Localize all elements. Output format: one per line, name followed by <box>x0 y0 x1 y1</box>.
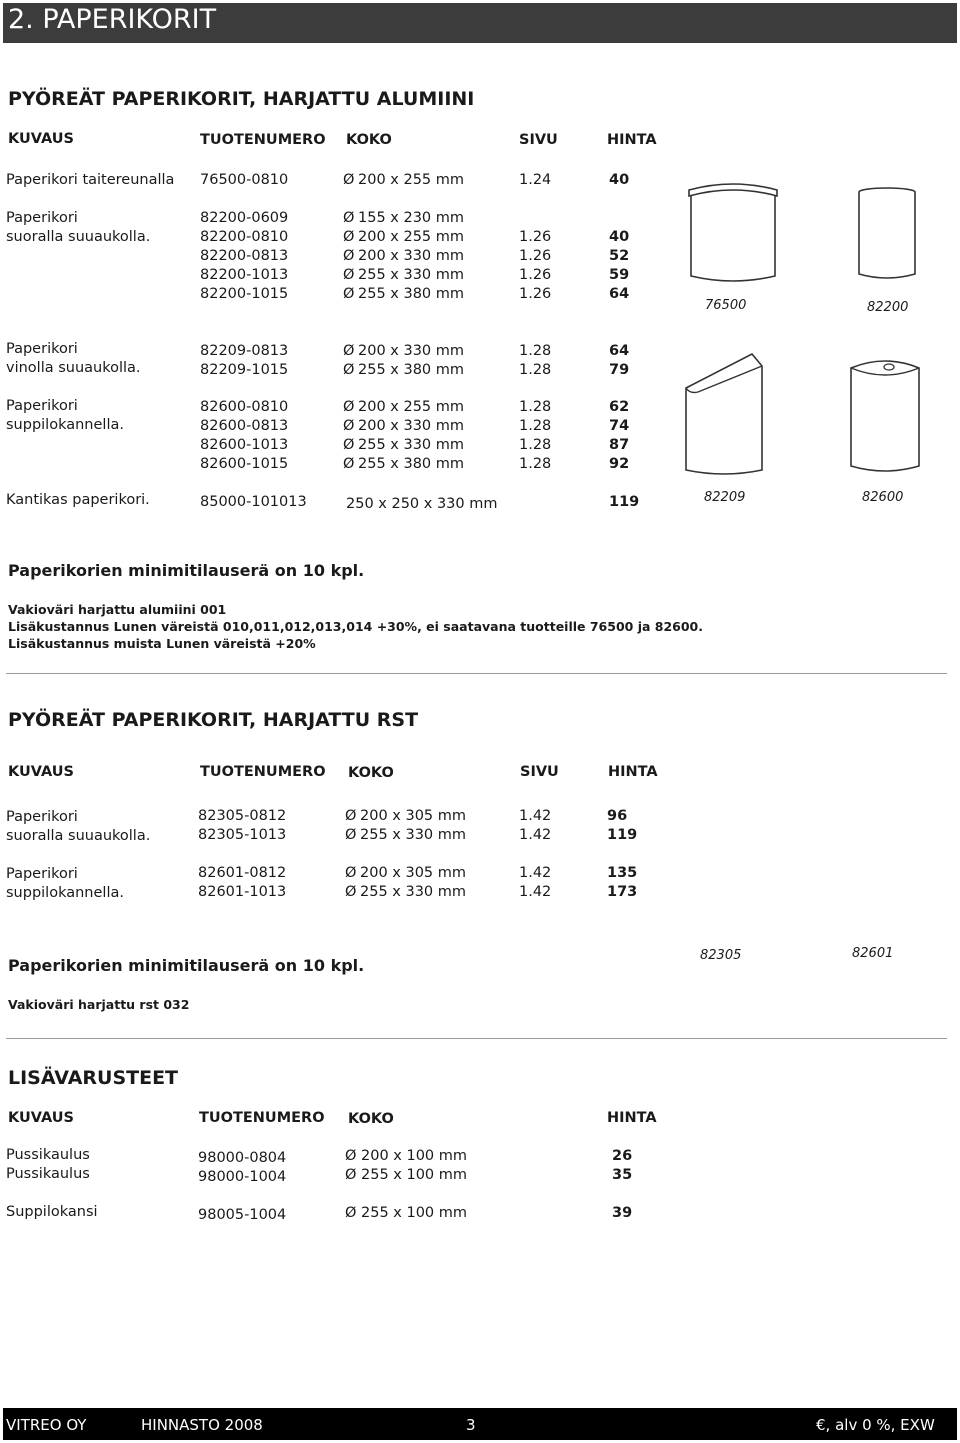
product-size: 200 x 100 mm <box>361 1148 468 1164</box>
basket-82209-image <box>682 350 766 480</box>
product-size: 255 x 330 mm <box>358 437 465 453</box>
product-price: 92 <box>609 456 630 472</box>
desc: Pussikaulus <box>6 1166 90 1182</box>
product-code: 82601-0812 <box>198 865 287 881</box>
product-price: 35 <box>612 1167 633 1183</box>
product-size: 255 x 380 mm <box>358 362 465 378</box>
catalog-page: 1.28 <box>519 343 552 359</box>
product-price: 79 <box>609 362 630 378</box>
diameter-symbol: Ø <box>343 267 355 283</box>
product-price: 64 <box>609 286 630 302</box>
col-sivu: SIVU <box>519 132 558 148</box>
desc: Pussikaulus <box>6 1147 90 1163</box>
desc: Paperikori <box>6 866 78 882</box>
col-koko: KOKO <box>348 1111 394 1127</box>
catalog-page: 1.26 <box>519 286 552 302</box>
product-price: 119 <box>607 827 638 843</box>
page-title: 2. PAPERIKORIT <box>8 4 217 35</box>
product-code: 82600-1015 <box>200 456 289 472</box>
product-price: 96 <box>607 808 628 824</box>
product-size: 255 x 100 mm <box>361 1205 468 1221</box>
diameter-symbol: Ø <box>343 210 355 226</box>
catalog-page: 1.24 <box>519 172 552 188</box>
section1-title: PYÖREÄT PAPERIKORIT, HARJATTU ALUMIINI <box>8 88 475 110</box>
product-code: 98005-1004 <box>198 1207 287 1223</box>
desc: Kantikas paperikori. <box>6 492 150 508</box>
catalog-page: 1.28 <box>519 456 552 472</box>
product-price: 40 <box>609 172 630 188</box>
desc: Paperikori taitereunalla <box>6 172 175 188</box>
product-code: 82600-0813 <box>200 418 289 434</box>
color-note: Lisäkustannus Lunen väreistä 010,011,012,013,014 +30%, ei saatavana tuotteille 76500 ja 82600. <box>8 619 704 634</box>
diameter-symbol: Ø <box>343 399 355 415</box>
product-code: 82600-0810 <box>200 399 289 415</box>
product-size: 200 x 330 mm <box>358 418 465 434</box>
product-size: 255 x 380 mm <box>358 456 465 472</box>
product-size: 200 x 255 mm <box>358 172 465 188</box>
product-code: 82200-1015 <box>200 286 289 302</box>
product-code: 82200-1013 <box>200 267 289 283</box>
desc: Paperikori <box>6 809 78 825</box>
image-label: 82601 <box>852 946 894 961</box>
col-koko: KOKO <box>346 132 392 148</box>
product-size: 200 x 255 mm <box>358 229 465 245</box>
color-note: Vakioväri harjattu rst 032 <box>8 997 190 1012</box>
diameter-symbol: Ø <box>343 418 355 434</box>
desc: Paperikori <box>6 210 78 226</box>
col-koko: KOKO <box>348 765 394 781</box>
catalog-page: 1.42 <box>519 827 552 843</box>
product-code: 98000-1004 <box>198 1169 287 1185</box>
product-size: 255 x 330 mm <box>358 267 465 283</box>
catalog-page: 1.26 <box>519 229 552 245</box>
product-price: 87 <box>609 437 630 453</box>
col-kuvaus: KUVAUS <box>8 764 74 780</box>
product-size: 200 x 305 mm <box>360 808 467 824</box>
diameter-symbol: Ø <box>343 343 355 359</box>
product-size: 255 x 330 mm <box>360 884 467 900</box>
product-code: 82601-1013 <box>198 884 287 900</box>
footer-catalog: HINNASTO 2008 <box>141 1416 263 1434</box>
catalog-page: 1.28 <box>519 418 552 434</box>
image-label: 82200 <box>867 300 909 315</box>
catalog-page: 1.42 <box>519 808 552 824</box>
catalog-page: 1.42 <box>519 865 552 881</box>
product-price: 62 <box>609 399 630 415</box>
product-code: 82200-0813 <box>200 248 289 264</box>
catalog-page: 1.28 <box>519 362 552 378</box>
product-size: 250 x 250 x 330 mm <box>346 496 498 512</box>
diameter-symbol: Ø <box>343 172 355 188</box>
image-label: 82209 <box>704 490 746 505</box>
col-kuvaus: KUVAUS <box>8 131 74 147</box>
product-price: 135 <box>607 865 638 881</box>
diameter-symbol: Ø <box>345 865 357 881</box>
product-code: 82600-1013 <box>200 437 289 453</box>
product-code: 82305-1013 <box>198 827 287 843</box>
col-hinta: HINTA <box>607 1110 657 1126</box>
col-hinta: HINTA <box>608 764 658 780</box>
basket-76500-image <box>683 178 783 288</box>
divider <box>6 673 947 674</box>
catalog-page: 1.28 <box>519 437 552 453</box>
product-size: 200 x 255 mm <box>358 399 465 415</box>
product-code: 82200-0609 <box>200 210 289 226</box>
product-size: 200 x 330 mm <box>358 248 465 264</box>
product-code: 82305-0812 <box>198 808 287 824</box>
diameter-symbol: Ø <box>345 1167 357 1183</box>
col-kuvaus: KUVAUS <box>8 1110 74 1126</box>
product-code: 76500-0810 <box>200 172 289 188</box>
diameter-symbol: Ø <box>345 1205 357 1221</box>
footer-page-number: 3 <box>466 1416 476 1434</box>
diameter-symbol: Ø <box>343 248 355 264</box>
col-tuotenumero: TUOTENUMERO <box>200 764 326 780</box>
col-hinta: HINTA <box>607 132 657 148</box>
catalog-page: 1.42 <box>519 884 552 900</box>
product-price: 173 <box>607 884 638 900</box>
diameter-symbol: Ø <box>343 437 355 453</box>
diameter-symbol: Ø <box>343 229 355 245</box>
diameter-symbol: Ø <box>345 1148 357 1164</box>
col-tuotenumero: TUOTENUMERO <box>200 132 326 148</box>
product-price: 64 <box>609 343 630 359</box>
product-price: 74 <box>609 418 630 434</box>
product-price: 59 <box>609 267 630 283</box>
basket-82600-image <box>845 352 925 478</box>
catalog-page: 1.26 <box>519 267 552 283</box>
desc: suppilokannella. <box>6 417 124 433</box>
product-price: 39 <box>612 1205 633 1221</box>
product-code: 85000-101013 <box>200 494 307 510</box>
footer-currency: €, alv 0 %, EXW <box>816 1416 935 1434</box>
divider <box>6 1038 947 1039</box>
basket-82200-image <box>856 184 918 284</box>
product-size: 200 x 330 mm <box>358 343 465 359</box>
col-tuotenumero: TUOTENUMERO <box>199 1110 325 1126</box>
product-code: 98000-0804 <box>198 1150 287 1166</box>
diameter-symbol: Ø <box>345 884 357 900</box>
product-size: 255 x 100 mm <box>361 1167 468 1183</box>
diameter-symbol: Ø <box>345 827 357 843</box>
color-note: Vakioväri harjattu alumiini 001 <box>8 602 227 617</box>
product-size: 155 x 230 mm <box>358 210 465 226</box>
desc: vinolla suuaukolla. <box>6 360 141 376</box>
desc: suoralla suuaukolla. <box>6 229 151 245</box>
col-sivu: SIVU <box>520 764 559 780</box>
product-price: 26 <box>612 1148 633 1164</box>
desc: suoralla suuaukolla. <box>6 828 151 844</box>
product-code: 82200-0810 <box>200 229 289 245</box>
product-code: 82209-1015 <box>200 362 289 378</box>
product-price: 40 <box>609 229 630 245</box>
diameter-symbol: Ø <box>343 286 355 302</box>
color-note: Lisäkustannus muista Lunen väreistä +20% <box>8 636 316 651</box>
image-label: 82600 <box>862 490 904 505</box>
desc: Suppilokansi <box>6 1204 98 1220</box>
image-label: 82305 <box>700 948 742 963</box>
section3-title: LISÄVARUSTEET <box>8 1067 179 1089</box>
product-price: 119 <box>609 494 640 510</box>
product-size: 255 x 380 mm <box>358 286 465 302</box>
footer-company: VITREO OY <box>6 1416 87 1434</box>
diameter-symbol: Ø <box>343 362 355 378</box>
desc: Paperikori <box>6 341 78 357</box>
section2-title: PYÖREÄT PAPERIKORIT, HARJATTU RST <box>8 709 419 731</box>
product-price: 52 <box>609 248 630 264</box>
min-order-note: Paperikorien minimitilauserä on 10 kpl. <box>8 561 365 580</box>
product-code: 82209-0813 <box>200 343 289 359</box>
product-size: 200 x 305 mm <box>360 865 467 881</box>
desc: suppilokannella. <box>6 885 124 901</box>
image-label: 76500 <box>705 298 747 313</box>
diameter-symbol: Ø <box>343 456 355 472</box>
catalog-page: 1.26 <box>519 248 552 264</box>
diameter-symbol: Ø <box>345 808 357 824</box>
catalog-page: 1.28 <box>519 399 552 415</box>
min-order-note: Paperikorien minimitilauserä on 10 kpl. <box>8 956 365 975</box>
desc: Paperikori <box>6 398 78 414</box>
product-size: 255 x 330 mm <box>360 827 467 843</box>
